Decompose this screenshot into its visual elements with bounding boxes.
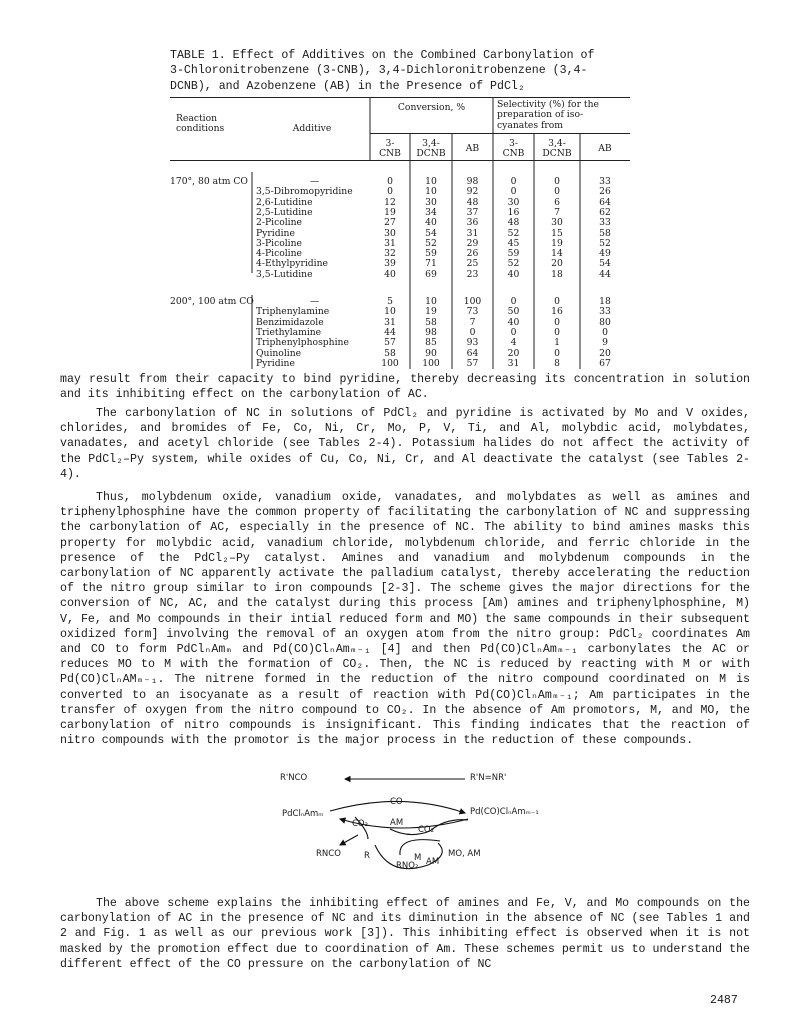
table-cell: 0 — [510, 186, 517, 198]
col-head-conv-34dcnb: 3,4- DCNB — [416, 138, 446, 160]
scheme-co2-b: CO₂ — [418, 825, 435, 835]
paragraph-2-text: The carbonylation of NC in solutions of PdCl₂ and pyridine is activated by Mo and V oxides, chlorides, and bromides of Fe, Co, Ni, Cr, Mo, P, V, Ti, and Al, molybdic acid, molybdates, vanadates, and acetyl chloride (see Tables 2-4). Potassium halides do not affect the activity of the PdCl₂–Py system, while oxides of Cu, Co, Ni, Cr, and Al deactivate the catalyst (see Tables 2-4). — [60, 407, 750, 481]
table-cell: 6 — [554, 196, 560, 208]
scheme-azo: R'N=NR' — [470, 773, 507, 783]
row-additive: 3-Picoline — [256, 237, 302, 249]
table-cell: 71 — [425, 258, 437, 270]
table-cell: 32 — [384, 248, 396, 260]
table-cell: 20 — [599, 347, 611, 359]
scheme-r: R — [364, 851, 370, 861]
table-cell: 58 — [599, 227, 611, 239]
row-additive: 4-Picoline — [256, 248, 302, 260]
row-additive: Triphenylphosphine — [256, 337, 349, 349]
table-cell: 14 — [551, 248, 563, 260]
table-cell: 37 — [466, 206, 479, 218]
table-cell: 0 — [554, 296, 560, 307]
page-number: 2487 — [710, 994, 738, 1007]
table-cell: 100 — [463, 296, 482, 307]
table-cell: 45 — [507, 237, 520, 249]
scheme-pd-left: PdClₙAmₘ — [282, 809, 324, 819]
table-cell: 50 — [507, 306, 520, 318]
table-cell: 0 — [510, 296, 517, 307]
header-selectivity: Selectivity (%) for the preparation of iso- cyanates from — [497, 99, 599, 131]
table-cell: 0 — [510, 176, 517, 187]
group-condition: 170°, 80 atm CO — [170, 176, 248, 187]
scheme-am: AM — [390, 818, 404, 828]
header-conversion: Conversion, % — [397, 102, 466, 113]
table-cell: 20 — [507, 347, 520, 359]
paragraph-3 — [60, 490, 750, 748]
table-cell: 20 — [551, 258, 563, 270]
table-cell: 8 — [554, 357, 560, 369]
scheme-am2: AM — [426, 857, 440, 867]
table-cell: 48 — [507, 217, 520, 229]
table-cell: 40 — [384, 268, 396, 280]
table-cell: 44 — [384, 326, 396, 338]
table-cell: 80 — [599, 316, 611, 328]
table-cell: 52 — [507, 258, 520, 270]
table-cell: 10 — [425, 186, 437, 198]
header-additive: Additive — [292, 123, 332, 134]
table-cell: 10 — [425, 176, 437, 187]
col-head-conv-3cnb: 3- CNB — [379, 138, 401, 160]
table-cell: 100 — [381, 357, 399, 369]
table-cell: 98 — [466, 176, 479, 187]
table-cell: 9 — [602, 337, 608, 349]
table-cell: 31 — [384, 237, 396, 249]
table-cell: 33 — [599, 176, 611, 187]
table-cell: 7 — [469, 316, 476, 328]
table-cell: 31 — [466, 227, 479, 239]
row-additive: Triethylamine — [256, 326, 322, 338]
col-head-conv-ab: AB — [465, 143, 480, 154]
row-additive: 3,5-Dibromopyridine — [256, 186, 353, 198]
table-cell: 26 — [466, 248, 479, 260]
table-cell: 59 — [425, 248, 437, 260]
table-cell: 58 — [384, 347, 396, 359]
row-additive: 3,5-Lutidine — [256, 268, 313, 280]
group-condition: 200°, 100 atm CO — [170, 296, 254, 307]
table-1 — [170, 97, 630, 369]
table-cell: 40 — [507, 316, 520, 328]
table-cell: 23 — [466, 268, 479, 280]
table-cell: 52 — [425, 237, 437, 249]
paragraph-4 — [60, 896, 750, 972]
table-cell: 0 — [387, 186, 393, 198]
table-cell: 31 — [384, 316, 396, 328]
row-additive: Quinoline — [256, 347, 302, 359]
col-head-sel-34dcnb: 3,4- DCNB — [542, 138, 572, 160]
scheme-rno2: RNO₂ — [396, 861, 419, 871]
table-cell: 40 — [507, 268, 520, 280]
table-cell: 64 — [466, 347, 479, 359]
table-cell: 5 — [387, 296, 393, 307]
table-cell: 16 — [551, 306, 563, 318]
table-cell: 48 — [466, 196, 479, 208]
table-cell: 30 — [551, 217, 563, 229]
scheme-m: M — [414, 853, 422, 863]
table-cell: 16 — [507, 206, 520, 218]
row-additive: 2-Picoline — [256, 217, 302, 229]
table-cell: 18 — [599, 296, 611, 307]
table-cell: 0 — [554, 347, 560, 359]
paragraph-3-text: Thus, molybdenum oxide, vanadium oxide, vanadates, and molybdates as well as amines and triphenylphosphine have the common property of facilitating the carbonylation of NC and suppressing the carbonylation of AC, especially in the presence of NC. The ability to bind amines masks this property for molybdic acid, vanadium chloride, molybdenum chloride, and ferric chloride in the presence of the PdCl₂–Py catalyst. Amines and vanadium and molybdenum compounds in the carbonylation of NC apparently activate the palladium catalyst, thereby accelerating the reduction of the nitro group similar to iron compounds [2-3]. The scheme gives the major directions for the conversion of NC, AC, and the catalyst during this process [Am) amines and triphenylphosphine, M) V, Fe, and Mo compounds in their intial reduced form and MO) the same compounds in their subsequent oxidized form] involving the removal of an oxygen atom from the nitro group: PdCl₂ coordinates Am and CO to form PdClₙAmₘ and Pd(CO)ClₙAmₘ₋₁ [4] and then Pd(CO)ClₙAmₘ₋₁ carbonylates the AC or reduces MO to M with the formation of CO₂. Then, the NC is reduced by reacting with M or with Pd(CO)ClₙAMₘ₋₁. The nitrene formed in the reduction of the nitro compound coordinated on M is converted to an isocyanate as a result of reaction with Pd(CO)ClₙAmₘ₋₁; Am participates in the transfer of oxygen from the nitro compound to CO₂. In the absence of Am promotors, M, and MO, the carbonylation of nitro compounds is insignificant. This finding indicates that the reaction of nitro compounds with the promotor is the major process in the reduction of these compounds. — [60, 491, 750, 748]
table-cell: 27 — [384, 217, 396, 229]
table-cell: 30 — [384, 227, 396, 239]
table-cell: 10 — [384, 306, 396, 318]
header-reaction-conditions: Reaction conditions — [176, 113, 225, 135]
table-cell: 19 — [551, 237, 563, 249]
table-cell: 0 — [554, 316, 560, 328]
table-cell: 0 — [387, 176, 393, 187]
table-cell: 4 — [510, 337, 517, 349]
scheme-pd-right: Pd(CO)ClₙAmₘ₋₁ — [470, 807, 539, 817]
table-cell: 73 — [466, 306, 479, 318]
table-cell: 92 — [466, 186, 479, 198]
table-cell: 33 — [599, 217, 611, 229]
table-cell: 85 — [425, 337, 437, 349]
table-cell: 30 — [425, 196, 437, 208]
scheme-r-nco: R'NCO — [280, 773, 308, 783]
scheme-mo-am: MO, AM — [448, 849, 481, 859]
table-cell: 40 — [425, 217, 437, 229]
row-additive: Pyridine — [256, 357, 295, 369]
row-additive: 2,5-Lutidine — [256, 206, 313, 218]
paragraph-1 — [60, 372, 750, 402]
table-cell: 18 — [551, 268, 563, 280]
table-cell: 0 — [602, 326, 608, 338]
row-additive: Pyridine — [256, 227, 295, 239]
row-additive: 4-Ethylpyridine — [256, 258, 328, 270]
paragraph-4-text: The above scheme explains the inhibiting effect of amines and Fe, V, and Mo compounds on the carbonylation of AC in the presence of NC and its diminution in the absence of NC (see Tables 1 and 2 and Fig. 1 as well as our previous work [3]). This inhibiting effect is observed when it is not masked by the promotion effect due to coordination of Am. These schemes permit us to understand the different effect of the CO pressure on the carbonylation of NC — [60, 897, 750, 971]
table-cell: 57 — [466, 357, 479, 369]
table-cell: 67 — [599, 357, 611, 369]
row-additive: Triphenylamine — [256, 306, 330, 318]
table-cell: 44 — [599, 268, 611, 280]
col-head-sel-ab: AB — [598, 143, 612, 154]
scheme-co: CO — [390, 797, 403, 807]
table-cell: 26 — [599, 186, 611, 198]
table-cell: 54 — [599, 258, 611, 270]
table-cell: 100 — [422, 357, 440, 369]
table-cell: 1 — [554, 337, 560, 349]
table-cell: 12 — [384, 196, 396, 208]
table-cell: 90 — [425, 347, 437, 359]
table-cell: 33 — [599, 306, 611, 318]
table-caption: TABLE 1. Effect of Additives on the Combined Carbonylation of 3-Chloronitrobenzene (3-CNB), 3,4-Dichloronitrobenzene (3,4- DCNB), and Azobenzene (AB) in the Presence of PdCl₂ — [170, 49, 595, 93]
table-cell: 19 — [384, 206, 396, 218]
table-cell: 39 — [384, 258, 396, 270]
table-cell: 69 — [425, 268, 437, 280]
row-additive: 2,6-Lutidine — [256, 196, 313, 208]
table-cell: 0 — [554, 326, 560, 338]
table-cell: 19 — [425, 306, 437, 318]
table-cell: 34 — [425, 206, 437, 218]
reaction-scheme — [280, 773, 540, 883]
scheme-co2-a: CO₂ — [352, 819, 369, 829]
table-cell: 10 — [425, 296, 437, 307]
table-cell: 49 — [599, 248, 611, 260]
table-cell: 52 — [599, 237, 611, 249]
table-cell: 64 — [599, 196, 611, 208]
row-additive: — — [310, 296, 320, 307]
table-cell: 57 — [384, 337, 396, 349]
table-cell: 29 — [466, 237, 479, 249]
table-cell: 62 — [599, 206, 611, 218]
table-cell: 7 — [554, 206, 560, 218]
table-cell: 0 — [469, 326, 476, 338]
table-cell: 15 — [551, 227, 563, 239]
table-cell: 0 — [554, 176, 560, 187]
paragraph-1-text: may result from their capacity to bind pyridine, thereby decreasing its concentration in solution and its inhibiting effect on the carbonylation of AC. — [60, 373, 750, 402]
scheme-rnco: RNCO — [316, 849, 341, 859]
row-additive: — — [310, 176, 320, 187]
table-cell: 31 — [507, 357, 520, 369]
table-cell: 0 — [554, 186, 560, 198]
table-cell: 98 — [425, 326, 437, 338]
table-cell: 36 — [466, 217, 479, 229]
table-cell: 25 — [466, 258, 479, 270]
row-additive: Benzimidazole — [256, 316, 324, 328]
table-cell: 58 — [425, 316, 437, 328]
col-head-sel-3cnb: 3- CNB — [502, 138, 525, 160]
table-cell: 59 — [507, 248, 520, 260]
table-cell: 30 — [507, 196, 520, 208]
table-cell: 0 — [510, 326, 517, 338]
paragraph-2 — [60, 406, 750, 482]
table-cell: 93 — [466, 337, 479, 349]
table-cell: 52 — [507, 227, 520, 239]
table-cell: 54 — [425, 227, 437, 239]
